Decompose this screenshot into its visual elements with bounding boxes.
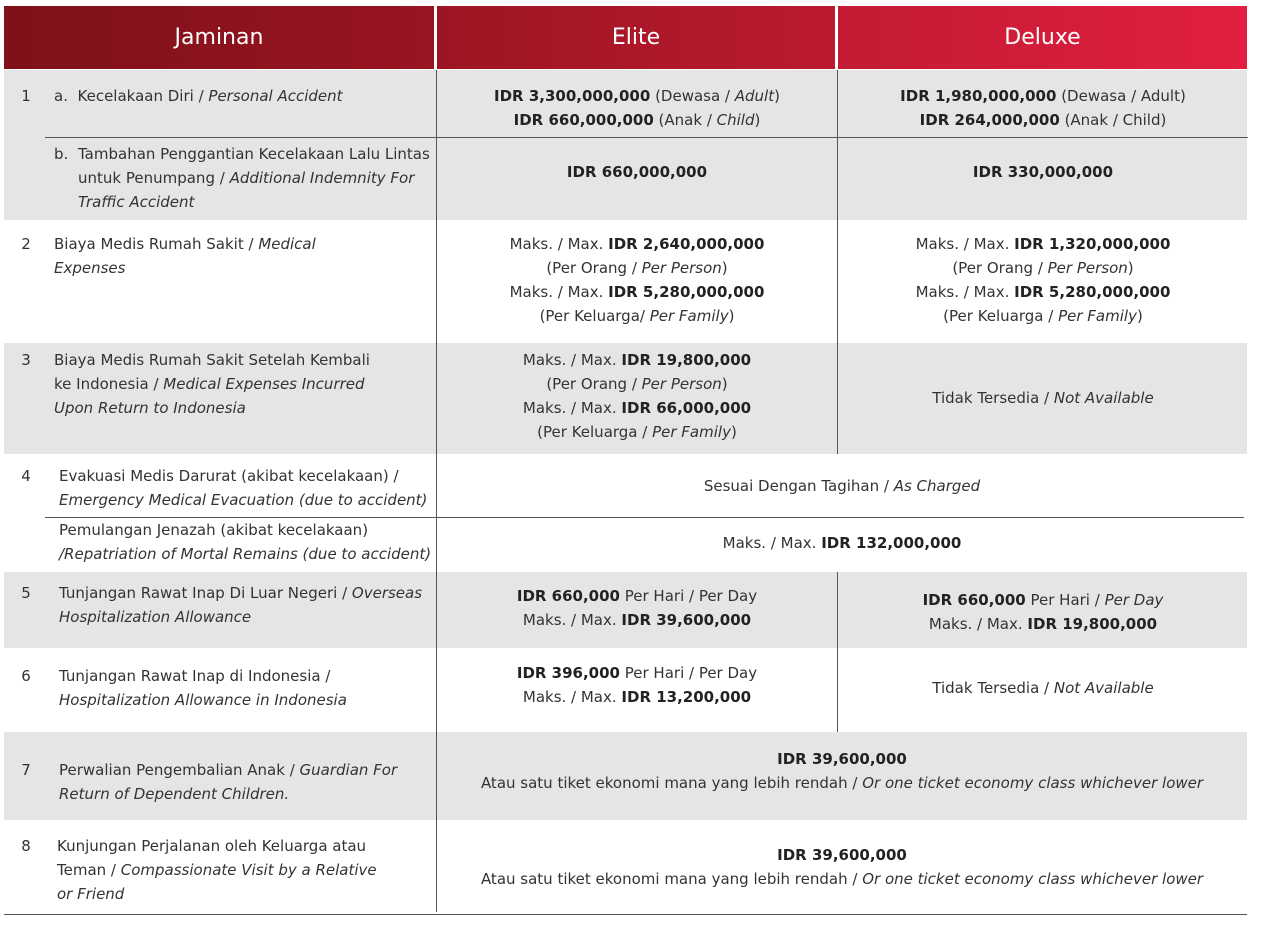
coverage-medical-expenses: Biaya Medis Rumah Sakit / Medical Expenses bbox=[54, 235, 316, 277]
coverage-traffic-accident: Tambahan Penggantian Kecelakaan Lalu Lintas untuk Penumpang / Additional Indemnity For Traffic Accident bbox=[78, 145, 430, 211]
row-number: 6 bbox=[21, 667, 31, 685]
elite-medical-return: Maks. / Max. IDR 19,800,000 (Per Orang / Per Person) Maks. / Max. IDR 66,000,000 (Per Keluarga / Per Family) bbox=[522, 351, 752, 441]
deluxe-overseas-hospitalization: IDR 660,000 Per Hari / Per Day Maks. / Max. IDR 19,800,000 bbox=[922, 591, 1164, 633]
header-coverage: Jaminan bbox=[4, 6, 434, 69]
value-compassionate-visit: IDR 39,600,000 Atau satu tiket ekonomi mana yang lebih rendah / Or one ticket economy class whichever lower bbox=[480, 846, 1204, 888]
value-emergency-evacuation: Sesuai Dengan Tagihan / As Charged bbox=[703, 477, 981, 495]
coverage-guardian-return: Perwalian Pengembalian Anak / Guardian For Return of Dependent Children. bbox=[59, 761, 398, 803]
deluxe-personal-accident: IDR 1,980,000,000 (Dewasa / Adult) IDR 264,000,000 (Anak / Child) bbox=[900, 87, 1186, 129]
elite-indonesia-hospitalization: IDR 396,000 Per Hari / Per Day Maks. / Max. IDR 13,200,000 bbox=[516, 664, 758, 706]
coverage-repatriation: Pemulangan Jenazah (akibat kecelakaan) /Repatriation of Mortal Remains (due to accident) bbox=[59, 521, 432, 563]
coverage-compassionate-visit: Kunjungan Perjalanan oleh Keluarga atau Teman / Compassionate Visit by a Relative or Friend bbox=[57, 837, 377, 903]
coverage-traffic-accident-label: b. bbox=[54, 145, 69, 163]
coverage-overseas-hospitalization: Tunjangan Rawat Inap Di Luar Negeri / Overseas Hospitalization Allowance bbox=[59, 584, 423, 626]
row-number: 4 bbox=[21, 467, 31, 485]
row-number: 5 bbox=[21, 584, 31, 602]
deluxe-traffic-accident: IDR 330,000,000 bbox=[972, 163, 1114, 181]
row-number: 7 bbox=[21, 761, 31, 779]
deluxe-medical-expenses: Maks. / Max. IDR 1,320,000,000 (Per Orang / Per Person) Maks. / Max. IDR 5,280,000,000 (Per Keluarga / Per Family) bbox=[915, 235, 1171, 325]
elite-medical-expenses: Maks. / Max. IDR 2,640,000,000 (Per Orang / Per Person) Maks. / Max. IDR 5,280,000,000 (Per Keluarga/ Per Family) bbox=[509, 235, 765, 325]
row-number: 2 bbox=[21, 235, 31, 253]
header-elite: Elite bbox=[437, 6, 835, 69]
row-number: 8 bbox=[21, 837, 31, 855]
coverage-emergency-evacuation: Evakuasi Medis Darurat (akibat kecelakaan) / Emergency Medical Evacuation (due to accident) bbox=[59, 467, 428, 509]
coverage-medical-return: Biaya Medis Rumah Sakit Setelah Kembali ke Indonesia / Medical Expenses Incurred Upon Return to Indonesia bbox=[54, 351, 370, 417]
rule-1a-1b bbox=[45, 137, 1248, 138]
header-deluxe: Deluxe bbox=[838, 6, 1247, 69]
elite-overseas-hospitalization: IDR 660,000 Per Hari / Per Day Maks. / Max. IDR 39,600,000 bbox=[516, 587, 758, 629]
deluxe-medical-return: Tidak Tersedia / Not Available bbox=[932, 389, 1154, 407]
coverage-personal-accident: a. Kecelakaan Diri / Personal Accident bbox=[54, 87, 343, 105]
row-number: 1 bbox=[21, 87, 31, 105]
elite-personal-accident: IDR 3,300,000,000 (Dewasa / Adult) IDR 660,000,000 (Anak / Child) bbox=[494, 87, 780, 129]
row-number: 3 bbox=[21, 351, 31, 369]
value-guardian-return: IDR 39,600,000 Atau satu tiket ekonomi mana yang lebih rendah / Or one ticket economy class whichever lower bbox=[480, 750, 1204, 792]
elite-traffic-accident: IDR 660,000,000 bbox=[566, 163, 708, 181]
deluxe-indonesia-hospitalization: Tidak Tersedia / Not Available bbox=[932, 679, 1154, 697]
value-repatriation: Maks. / Max. IDR 132,000,000 bbox=[722, 534, 962, 552]
rule-bottom bbox=[4, 914, 1247, 915]
coverage-indonesia-hospitalization: Tunjangan Rawat Inap di Indonesia / Hospitalization Allowance in Indonesia bbox=[59, 667, 347, 709]
